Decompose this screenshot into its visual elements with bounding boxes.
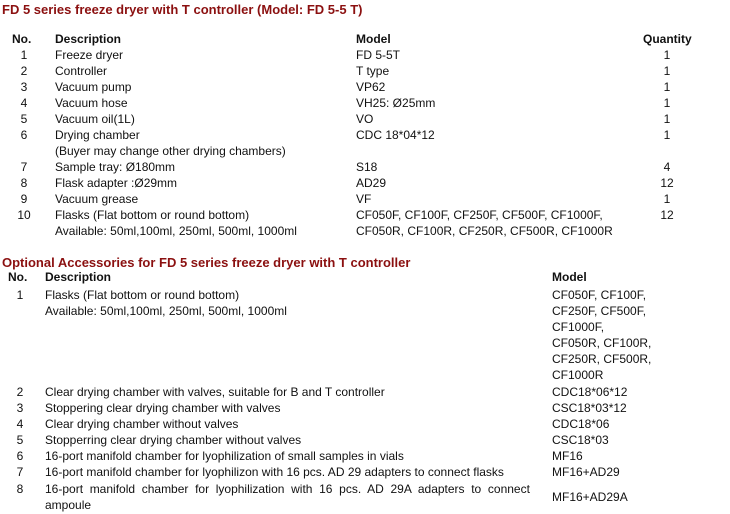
table1-row-quantity: 1	[663, 80, 671, 94]
table1-row-quantity: 1	[663, 192, 671, 206]
table1-row-description: Controller	[55, 64, 108, 78]
table1-row-no: 7	[20, 160, 28, 174]
table1-row-quantity: 1	[663, 48, 671, 62]
table1-row-quantity: 1	[663, 64, 671, 78]
table1-row-description: Flasks (Flat bottom or round bottom)	[55, 208, 250, 222]
table2-header-no: No.	[8, 270, 28, 284]
table1-row-model: AD29	[356, 176, 387, 190]
table2-row-model: CSC18*03	[552, 433, 609, 447]
table1-row-quantity: 1	[663, 128, 671, 142]
table2-row-description: 16-port manifold chamber for lyophilization of small samples in vials	[45, 449, 404, 463]
table1-row-no: 5	[20, 112, 28, 126]
table1-row-no: 6	[20, 128, 28, 142]
table1-row-quantity: 12	[660, 208, 674, 222]
table1-row-model: CDC 18*04*12	[356, 128, 435, 142]
table1-row-description: Vacuum oil(1L)	[55, 112, 135, 126]
table1-row-no: 2	[20, 64, 28, 78]
table1-row-no: 9	[20, 192, 28, 206]
table1-row-description: Vacuum hose	[55, 96, 128, 110]
table1-row-no: 4	[20, 96, 28, 110]
table1-header-quantity: Quantity	[643, 32, 692, 46]
table2-row-no: 6	[16, 449, 24, 463]
table1-row-description: Vacuum pump	[55, 80, 132, 94]
table1-row-quantity: 1	[663, 96, 671, 110]
table1-row-no: 10	[17, 208, 31, 222]
table2-row-model-line5: CF250R, CF500R,	[552, 352, 652, 366]
table2-row-description-line2: ampoule	[45, 498, 92, 512]
table2-row-model-line4: CF050R, CF100R,	[552, 336, 652, 350]
table2-row-description: 16-port manifold chamber for lyophilizon with 16 pcs. AD 29 adapters to connect flasks	[45, 465, 504, 479]
table1-row-description: Sample tray: Ø180mm	[55, 160, 176, 174]
table2-row-description: Flasks (Flat bottom or round bottom)	[45, 288, 240, 302]
table2-row-no: 5	[16, 433, 24, 447]
table1-row-quantity: 12	[660, 176, 674, 190]
table1-row-description: Freeze dryer	[55, 48, 124, 62]
table1-header-model: Model	[356, 32, 391, 46]
table2-row-no: 8	[16, 482, 24, 496]
table1-row-model: VO	[356, 112, 374, 126]
table1-row-quantity: 1	[663, 112, 671, 126]
table2-row-description: Clear drying chamber with valves, suitable for B and T controller	[45, 385, 385, 399]
table2-row-model: MF16+AD29	[552, 465, 620, 479]
table2-row-no: 3	[16, 401, 24, 415]
table1-title: FD 5 series freeze dryer with T controller (Model: FD 5-5 T)	[2, 2, 363, 17]
table1-row-description: Flask adapter :Ø29mm	[55, 176, 178, 190]
table1-row-description: Available: 50ml,100ml, 250ml, 500ml, 1000ml	[55, 224, 297, 238]
table2-title: Optional Accessories for FD 5 series freeze dryer with T controller	[2, 255, 411, 270]
table1-row-description: Vacuum grease	[55, 192, 139, 206]
table2-row-model: MF16	[552, 449, 583, 463]
table2-row-no: 2	[16, 385, 24, 399]
table1-row-model: VP62	[356, 80, 386, 94]
table1-header-no: No.	[12, 32, 32, 46]
table1-row-no: 3	[20, 80, 28, 94]
table2-row-description: Clear drying chamber without valves	[45, 417, 239, 431]
table1-row-model: CF050F, CF100F, CF250F, CF500F, CF1000F,	[356, 208, 603, 222]
table2-row-description: Stoppering clear drying chamber with valves	[45, 401, 281, 415]
table2-row-model-line2: CF250F, CF500F,	[552, 304, 647, 318]
table2-header-model: Model	[552, 270, 587, 284]
table2-row-description: 16-port manifold chamber for lyophilization with 16 pcs. AD 29A adapters to connect	[45, 482, 530, 496]
table2-row-no: 1	[16, 288, 24, 302]
table1-row-model: CF050R, CF100R, CF250R, CF500R, CF1000R	[356, 224, 613, 238]
table1-row-no: 8	[20, 176, 28, 190]
table1-header-description: Description	[55, 32, 122, 46]
table2-row-description-line2: Available: 50ml,100ml, 250ml, 500ml, 1000ml	[45, 304, 287, 318]
table1-row-model: VH25: Ø25mm	[356, 96, 436, 110]
table1-row-model: S18	[356, 160, 378, 174]
table2-row-model: CSC18*03*12	[552, 401, 627, 415]
table1-row-quantity: 4	[663, 160, 671, 174]
table2-row-model-line3: CF1000F,	[552, 320, 605, 334]
table1-row-model: T type	[356, 64, 390, 78]
table2-row-description: Stopperring clear drying chamber without valves	[45, 433, 302, 447]
table2-row-no: 7	[16, 465, 24, 479]
table1-row-no: 1	[20, 48, 28, 62]
table2-row-model: CDC18*06*12	[552, 385, 628, 399]
table2-row-model: MF16+AD29A	[552, 490, 628, 504]
table1-row-description: (Buyer may change other drying chambers)	[55, 144, 286, 158]
table2-row-model-line6: CF1000R	[552, 368, 604, 382]
table1-row-model: VF	[356, 192, 372, 206]
table2-row-model: CDC18*06	[552, 417, 610, 431]
table1-row-description: Drying chamber	[55, 128, 140, 142]
table2-header-description: Description	[45, 270, 112, 284]
table2-row-no: 4	[16, 417, 24, 431]
table1-row-model: FD 5-5T	[356, 48, 401, 62]
table2-row-model: CF050F, CF100F,	[552, 288, 647, 302]
